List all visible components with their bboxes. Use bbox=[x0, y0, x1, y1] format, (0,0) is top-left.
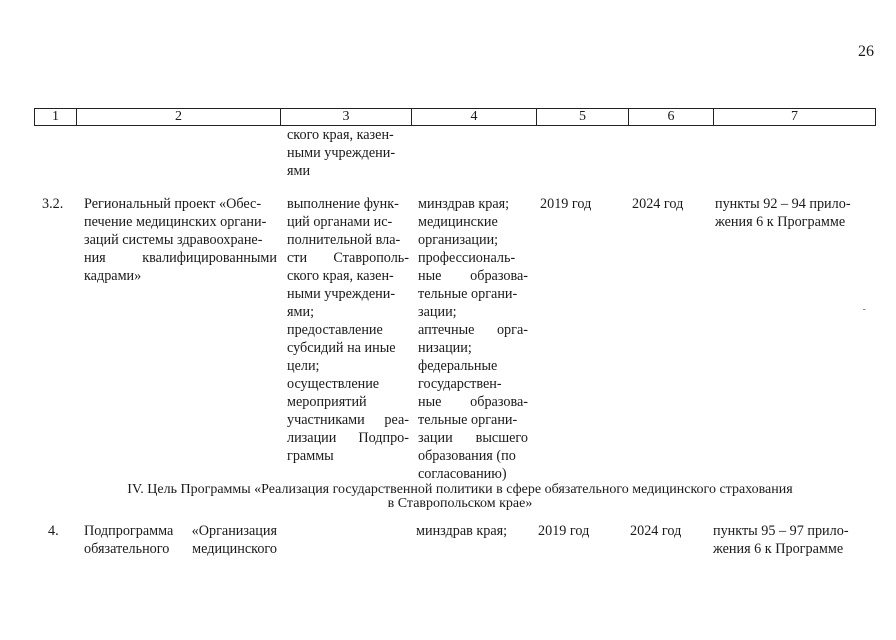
row-4-name bbox=[84, 522, 277, 558]
header-cell-3: 3 bbox=[281, 109, 412, 126]
text-line: ями bbox=[287, 163, 311, 179]
row-4-start-year: 2019 год bbox=[538, 523, 590, 539]
header-cell-7: 7 bbox=[714, 109, 876, 126]
header-cell-1: 1 bbox=[35, 109, 77, 126]
text-line: организации; bbox=[418, 232, 499, 248]
text-line: государствен- bbox=[418, 376, 502, 392]
text-line: пункты 95 – 97 прило- bbox=[713, 523, 849, 539]
text-line: ций органами ис- bbox=[287, 214, 393, 230]
text-line: граммы bbox=[287, 448, 334, 464]
text-line: образования (по bbox=[418, 448, 516, 464]
table-header-row bbox=[34, 108, 876, 126]
text-line: жения 6 к Программе bbox=[713, 541, 844, 557]
text-line: выполнение функ- bbox=[287, 196, 399, 212]
text-line: жения 6 к Программе bbox=[715, 214, 846, 230]
header-cell-2: 2 bbox=[77, 109, 281, 126]
text-line: цели; bbox=[287, 358, 320, 374]
row-3-2-start-year: 2019 год bbox=[540, 196, 592, 212]
text-line: печение медицинских органи- bbox=[84, 214, 267, 230]
section-heading-line: в Ставропольском крае» bbox=[387, 496, 533, 511]
text-line: лизации Подпро- bbox=[287, 430, 409, 446]
text-line: пункты 92 – 94 прило- bbox=[715, 196, 851, 212]
text-line: тельные органи- bbox=[418, 286, 518, 302]
text-line: субсидий на иные bbox=[287, 340, 396, 356]
section-heading bbox=[60, 483, 860, 511]
text-line: кадрами» bbox=[84, 268, 142, 284]
text-line: ными учреждени- bbox=[287, 286, 396, 302]
row-3-2-executors bbox=[418, 195, 528, 483]
text-line: минздрав края; bbox=[418, 196, 510, 212]
text-line: ные образова- bbox=[418, 394, 528, 410]
text-line: мероприятий bbox=[287, 394, 367, 410]
header-cell-5: 5 bbox=[537, 109, 629, 126]
text-line: зации; bbox=[418, 304, 457, 320]
text-line: сти Ставрополь- bbox=[287, 250, 409, 266]
row-4-executors: минздрав края; bbox=[416, 523, 508, 539]
text-line: ского края, казен- bbox=[287, 268, 394, 284]
text-line: низации; bbox=[418, 340, 472, 356]
row-4-reference bbox=[713, 522, 863, 558]
text-line: зации высшего bbox=[418, 430, 528, 446]
section-heading-line: IV. Цель Программы «Реализация государственной политики в сфере обязательного медицинского страхования bbox=[127, 482, 793, 497]
row-4-end-year: 2024 год bbox=[630, 523, 682, 539]
text-line: участниками реа- bbox=[287, 412, 409, 428]
text-line: ского края, казен- bbox=[287, 127, 394, 143]
text-line: ями; bbox=[287, 304, 315, 320]
text-line: профессиональ- bbox=[418, 250, 516, 266]
text-line: тельные органи- bbox=[418, 412, 518, 428]
header-cell-4: 4 bbox=[412, 109, 537, 126]
text-line: аптечные орга- bbox=[418, 322, 528, 338]
text-line: обязательного медицинского bbox=[84, 541, 277, 557]
text-line: ные образова- bbox=[418, 268, 528, 284]
margin-mark: - bbox=[862, 304, 866, 315]
text-line: Региональный проект «Обес- bbox=[84, 196, 262, 212]
continuation-col3 bbox=[287, 126, 409, 180]
text-line: полнительной вла- bbox=[287, 232, 401, 248]
row-3-2-activities bbox=[287, 195, 409, 465]
row-3-2-reference bbox=[715, 195, 860, 231]
row-3-2-end-year: 2024 год bbox=[632, 196, 684, 212]
row-4-number: 4. bbox=[48, 523, 59, 539]
page-number: 26 bbox=[858, 43, 874, 60]
text-line: медицинские bbox=[418, 214, 498, 230]
text-line: Подпрограмма «Организация bbox=[84, 523, 277, 539]
text-line: осуществление bbox=[287, 376, 380, 392]
header-cell-6: 6 bbox=[629, 109, 714, 126]
row-3-2-name bbox=[84, 195, 277, 285]
row-3-2-number: 3.2. bbox=[42, 196, 64, 212]
text-line: согласованию) bbox=[418, 466, 507, 482]
text-line: предоставление bbox=[287, 322, 383, 338]
text-line: федеральные bbox=[418, 358, 498, 374]
text-line: заций системы здравоохране- bbox=[84, 232, 263, 248]
text-line: ными учреждени- bbox=[287, 145, 396, 161]
text-line: ния квалифицированными bbox=[84, 250, 277, 266]
